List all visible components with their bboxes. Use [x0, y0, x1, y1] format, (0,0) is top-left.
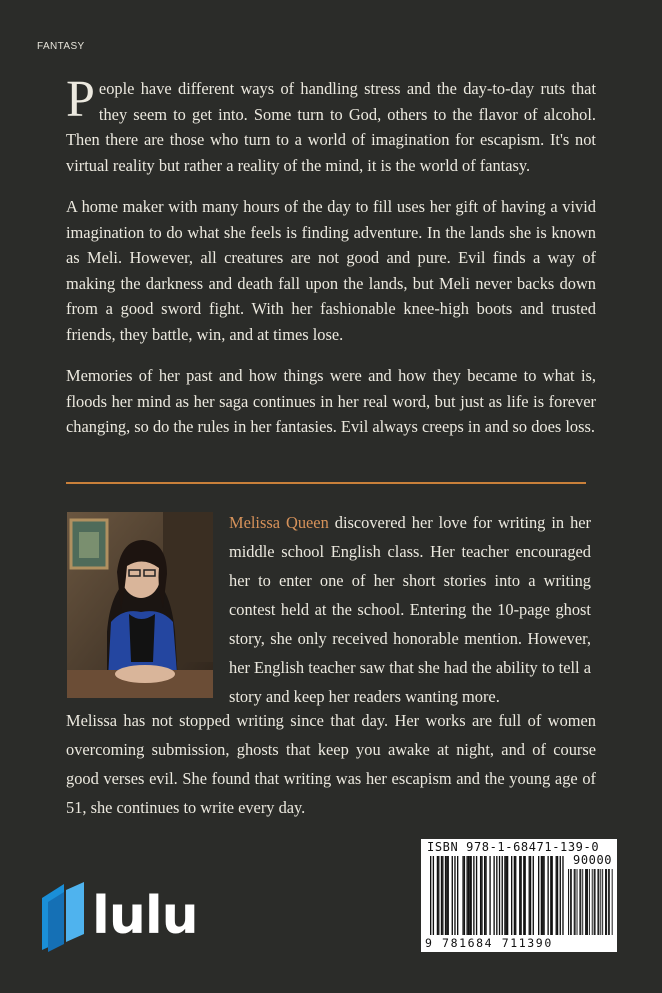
- barcode-bar: [530, 856, 531, 935]
- barcode-bar: [511, 856, 512, 935]
- price-addon-text: 90000: [573, 853, 613, 867]
- barcode-bar: [598, 869, 599, 935]
- barcode-bar: [441, 856, 442, 935]
- barcode-bar: [597, 869, 598, 935]
- barcode-bar: [506, 856, 507, 935]
- barcode-bar: [519, 856, 520, 935]
- barcode-bar: [577, 869, 578, 935]
- barcode-bar: [523, 856, 524, 935]
- barcode-bar: [489, 856, 490, 935]
- blurb-paragraph-2: A home maker with many hours of the day to fill uses her gift of having a vivid imagination to do what she feels is finding adventure. In the lands she is known as Meli. However, all creatures are not good and pure. Evil finds a way of making the darkness and death fall upon the lands, but Meli never backs down from a good sword fight. With her fashionable knee-high boots and trusted friends, they battle, win, and at times lose.: [66, 197, 596, 344]
- barcode-bar: [484, 856, 485, 935]
- barcode-bar: [433, 856, 434, 935]
- barcode-bar: [594, 869, 595, 935]
- barcode-bar: [579, 869, 580, 935]
- isbn-barcode: [421, 839, 617, 952]
- barcode-bar: [471, 856, 472, 935]
- barcode-bar: [552, 856, 553, 935]
- barcode-bar: [541, 856, 542, 935]
- author-portrait-icon: [67, 512, 213, 698]
- barcode-bar: [493, 856, 494, 935]
- barcode-bar: [442, 856, 443, 935]
- barcode-digits: 9 781684 711390: [425, 936, 553, 950]
- barcode-bar: [452, 856, 453, 935]
- barcode-bar: [609, 869, 610, 935]
- barcode-bar: [547, 856, 548, 935]
- barcode-bar: [592, 869, 593, 935]
- barcode-bar: [468, 856, 469, 935]
- book-blurb: [66, 71, 596, 456]
- author-bio-intro: Melissa Queen discovered her love for writing in her middle school English class. Her teacher encouraged her to enter one of her short stories into a writing contest held at the school. Entering the 10-page ghost story, she only received honorable mention. However, her English teacher saw that she had the ability to tell a story and keep her readers wanting more.: [229, 513, 591, 706]
- barcode-bar: [437, 856, 438, 935]
- barcode-bar: [608, 869, 609, 935]
- barcode-bar: [496, 856, 497, 935]
- barcode-bar: [580, 869, 581, 935]
- barcode-bar: [446, 856, 447, 935]
- barcode-bar: [473, 856, 474, 935]
- drop-cap: P: [66, 71, 95, 128]
- barcode-bar: [485, 856, 486, 935]
- barcode-bar: [445, 856, 446, 935]
- barcode-bar: [562, 856, 563, 935]
- barcode-bar: [600, 869, 601, 935]
- barcode-bar: [568, 869, 569, 935]
- barcode-bar: [550, 856, 551, 935]
- barcode-bar: [612, 869, 613, 935]
- barcode-bar: [520, 856, 521, 935]
- barcode-bar: [542, 856, 543, 935]
- barcode-bar: [556, 856, 557, 935]
- blurb-paragraph-1: People have different ways of handling stress and the day-to-day ruts that they seem to get into. Some turn to God, others to the flavor of alcohol. Then there are those who turn to a world of imagination for escapism. It's not virtual reality but rather a reality of the mind, it is the world of fantasy.: [66, 71, 596, 175]
- barcode-bar: [469, 856, 470, 935]
- genre-label: FANTASY: [37, 41, 85, 52]
- barcode-bar: [430, 856, 431, 935]
- barcode-bar: [585, 869, 586, 935]
- barcode-bar: [466, 856, 467, 935]
- barcode-bar: [574, 869, 575, 935]
- barcode-bar: [560, 856, 561, 935]
- barcode-bar: [504, 856, 505, 935]
- barcode-bar: [499, 856, 500, 935]
- barcode-bar: [602, 869, 603, 935]
- barcode-bar: [571, 869, 572, 935]
- barcode-bar: [557, 856, 558, 935]
- isbn-text: ISBN 978-1-68471-139-0: [427, 840, 600, 854]
- barcode-bar: [575, 869, 576, 935]
- barcode-bar: [589, 869, 590, 935]
- barcode-bar: [586, 869, 587, 935]
- author-photo: [67, 512, 213, 698]
- barcode-bar: [507, 856, 508, 935]
- barcode-bar: [606, 869, 607, 935]
- barcode-bar: [438, 856, 439, 935]
- barcode-bar: [502, 856, 503, 935]
- barcode-bar: [605, 869, 606, 935]
- barcode-bar: [514, 856, 515, 935]
- author-bio-continued: Melissa has not stopped writing since that day. Her works are full of women overcoming submission, ghosts that keep you awake at night, and of course good verses evil. She found that writing was her escapism and the young age of 51, she continues to write every day.: [66, 711, 596, 817]
- blurb-paragraph-3: Memories of her past and how things were and how they became to what is, floods her mind as her saga continues in her real word, but just as life is forever changing, so do the rules in her fantasies. Evil always creeps in and so does loss.: [66, 366, 596, 436]
- barcode-bar: [570, 869, 571, 935]
- barcode-bar: [454, 856, 455, 935]
- barcode-bar: [457, 856, 458, 935]
- barcode-bar: [587, 869, 588, 935]
- author-name: Melissa Queen: [229, 513, 329, 532]
- barcode-bar: [476, 856, 477, 935]
- barcode-bar: [480, 856, 481, 935]
- barcode-bar: [464, 856, 465, 935]
- barcode-bar: [543, 856, 544, 935]
- barcode-bar: [595, 869, 596, 935]
- barcode-bar: [448, 856, 449, 935]
- lulu-logo: [38, 880, 238, 952]
- barcode-bar: [582, 869, 583, 935]
- barcode-bar: [529, 856, 530, 935]
- logo-text: lulu: [92, 886, 198, 946]
- barcode-bar: [462, 856, 463, 935]
- section-divider: [66, 482, 586, 484]
- barcode-bar: [481, 856, 482, 935]
- barcode-bar: [538, 856, 539, 935]
- barcode-bar: [533, 856, 534, 935]
- barcode-bar: [515, 856, 516, 935]
- book-icon: [38, 880, 92, 952]
- barcode-bar: [525, 856, 526, 935]
